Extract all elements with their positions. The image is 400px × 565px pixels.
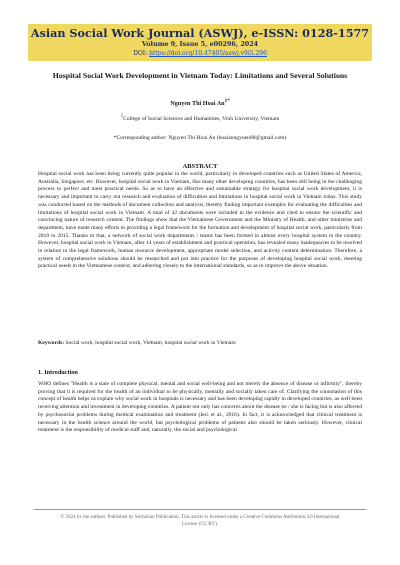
introduction-text: WHO defines "Health is a state of complete physical, mental and social well-being and not merely the absence of disease or infirmity", thereby proving that it is required for the health of an individual to be physically, mentally and socially taken care of. Clarifying the connotation of this concept of health helps us explain why social work in hospitals is necessary and has been developing rapidly in developed countries, as well been receiving attention and investment in developing countries. A patient not only has concerns about the disease he / she is facing but is also affected by psychosocial problems during medical examination and treatment (Ieci et al., 2016). In fact, it is acknowledged that clinical treatment is necessary in the health science around the world, but psychological problems of patients also should be taken seriously. However, clinical treatment is the responsibility of medical staff and, naturally, the social and psychological xyxy=(38,381,362,434)
affiliation xyxy=(30,114,370,122)
journal-banner xyxy=(28,24,372,61)
author-mark: 1* xyxy=(224,98,230,104)
keywords-text: Social work, hospital social work, Vietnam, hospital social work in Vietnam xyxy=(65,340,236,346)
doi-line xyxy=(28,49,372,58)
author-name: Nguyen Thi Hoai An xyxy=(170,100,225,108)
journal-title: Asian Social Work Journal (ASWJ), e-ISSN: 0128-1577 xyxy=(30,26,370,40)
paper-title: Hospital Social Work Development in Vietnam Today: Limitations and Several Solutions xyxy=(52,71,348,80)
doi-label: DOI: xyxy=(133,50,148,57)
abstract-text: Hospital social work has been being currently quite popular in the world, particularly in developed countries such as United States of America, Australia, Singapore, etc. However, hospital social work in Vietnam, like many other developing countries, has been still being in the challenging process to perfect and meet practical needs. So as to have an effective and sustainable strategy for hospital social work development, it is necessary and important to carry out research and evaluation of difficulties and limitations in hospital social work in Vietnam today. This study was conducted based on the methods of document collection and analysis, thereby finding important examples for evaluating the difficulties and limitations of hospital social work in Vietnam. A total of 42 documents were included in the evidence and cited to ensure the scientific and convincing nature of research content. The findings show that the Vietnamese Government and the Ministry of Health, and other ministries and department, have made many efforts in providing a legal framework for the formation and development of hospital social work, particularly from 2010 to 2015. Thanks to that, a network of social work departments / teams has been formed in almost every hospital system in the country. However, hospital social work in Vietnam, after 14 years of establishment and practical operation, has revealed many inadequacies to be resolved in relation to the legal framework, human resource development, appropriate model selection, and activity content determination. Therefore, a system of comprehensive solutions should be researched and put into practice for the purposes of developing hospital social work, meeting practical needs in the Vietnamese context, and adhering closely to the international standards, so as to improve the above situation. xyxy=(38,171,362,270)
section-heading-introduction: 1. Introduction xyxy=(38,369,78,376)
volume-line: Volume 9, Issue 5, e00296, 2024 xyxy=(141,40,259,48)
affiliation-text: College of Social Sciences and Humanities, Vinh University, Vietnam xyxy=(123,115,280,122)
footer-divider xyxy=(34,509,366,510)
abstract-heading: ABSTRACT xyxy=(182,163,218,170)
affiliation-mark: 1 xyxy=(120,114,124,119)
doi-link[interactable]: https://doi.org/10.47405/aswj.v9i5.296 xyxy=(149,50,267,57)
author-line xyxy=(40,98,360,107)
license-footer: © 2024 by the authors. Published by Secholian Publication. This article is licensed under a Creative Commons Attribution 4.0 International License (CC BY). xyxy=(60,515,340,527)
corresponding-author: *Corresponding author: Nguyen Thi Hoai An (hoaianngyuen88@gmail.com) xyxy=(113,135,287,141)
keywords-line xyxy=(38,340,362,346)
keywords-label: Keywords: xyxy=(38,340,65,346)
